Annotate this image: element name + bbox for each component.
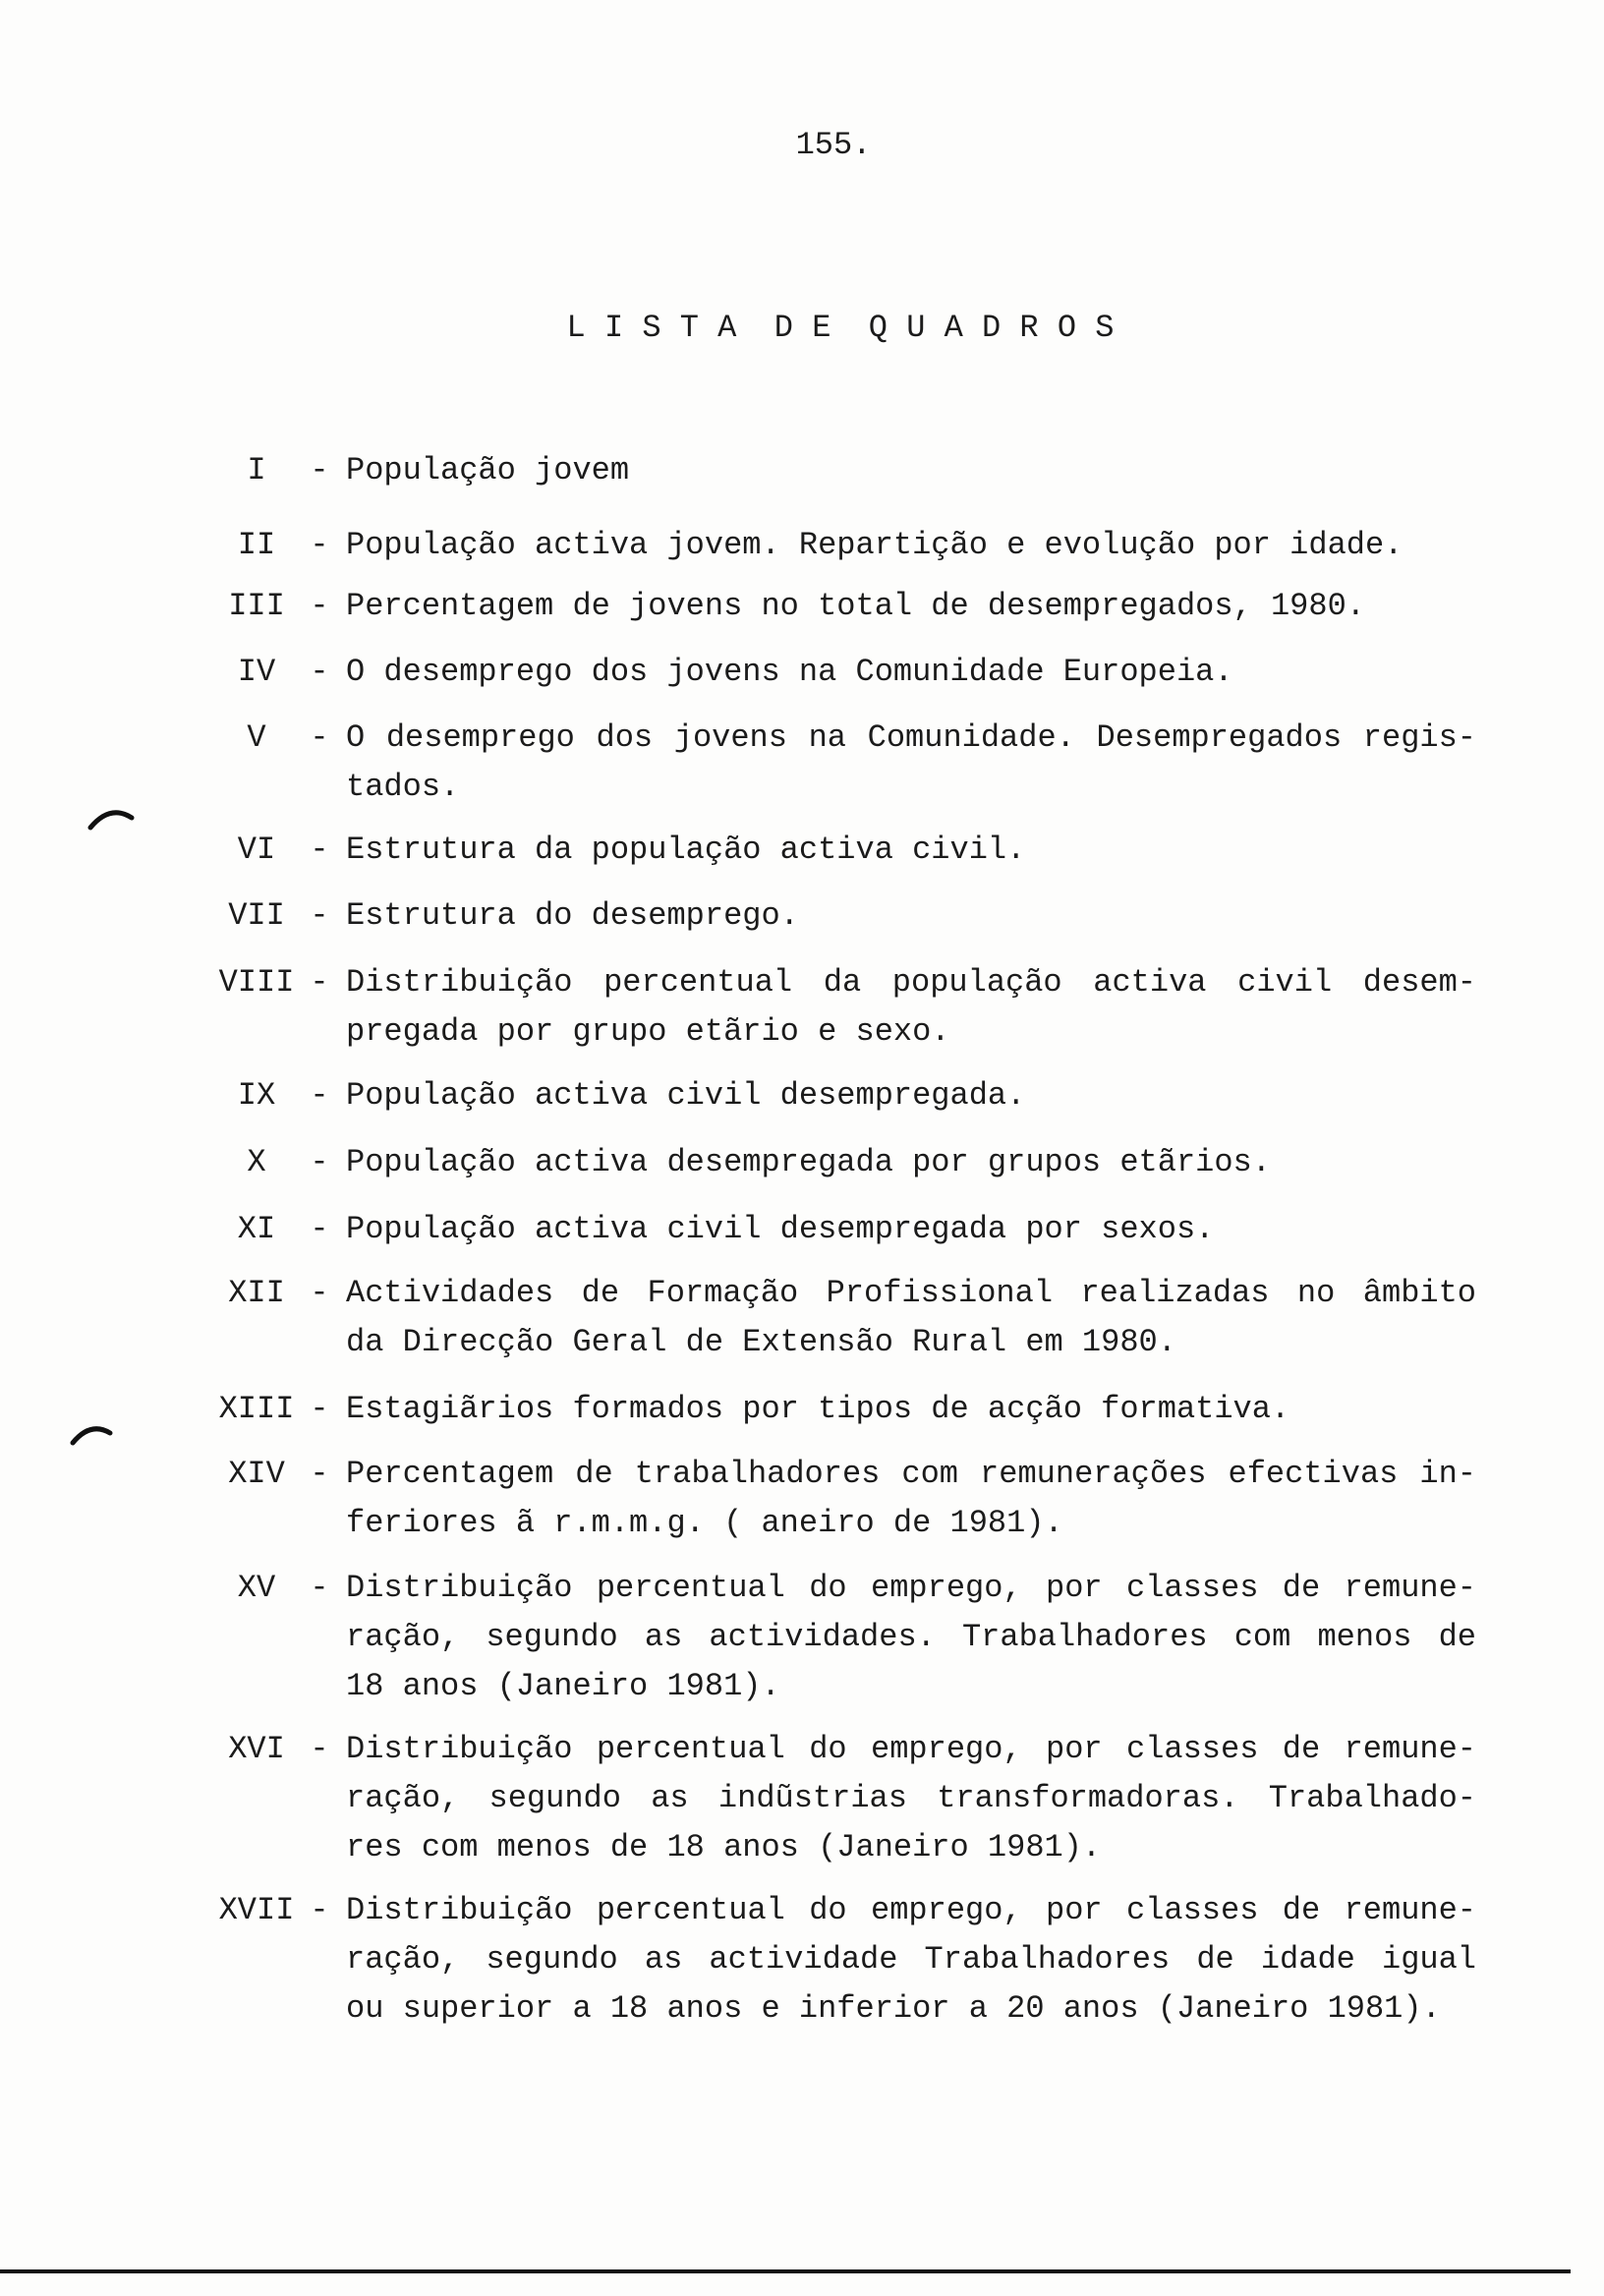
item-text [346,714,1476,812]
item-line: Percentagem de jovens no total de desempregados, 1980. [346,588,1365,624]
item-dash: - [310,1731,329,1767]
item-line: População activa jovem. Repartição e evolução por idade. [346,527,1404,563]
item-text [346,648,1476,697]
item-line: tados. [346,769,460,805]
item-line: Estagiãrios formados por tipos de acção formativa. [346,1391,1290,1427]
item-text [346,1725,1476,1872]
item-line: População jovem [346,452,630,488]
item-text [346,521,1476,570]
item-text [346,582,1476,631]
item-text [346,1886,1476,2034]
item-line: O desemprego dos jovens na Comunidade Europeia. [346,654,1233,690]
item-line: Distribuição percentual do emprego, por classes de remune- [346,1731,1476,1767]
item-line: Distribuição percentual da população activa civil desem- [346,964,1476,1001]
item-numeral: VII [228,897,285,934]
item-line: da Direcção Geral de Extensão Rural em 1980. [346,1324,1176,1360]
item-dash: - [310,1144,329,1180]
item-line: 18 anos (Janeiro 1981). [346,1668,780,1704]
item-dash: - [310,719,329,756]
item-line: feriores ã r.m.m.g. ( aneiro de 1981). [346,1505,1063,1541]
item-line: res com menos de 18 anos (Janeiro 1981). [346,1829,1102,1866]
page-number: 155. [795,127,872,163]
item-dash: - [310,1077,329,1114]
item-line: ração, segundo as actividades. Trabalhadores com menos de [346,1619,1476,1655]
item-line: ração, segundo as actividade Trabalhadores de idade igual [346,1941,1476,1978]
item-dash: - [310,588,329,624]
item-text [346,826,1476,875]
item-numeral: IV [237,654,276,690]
item-numeral: XVII [218,1892,295,1928]
item-line: ou superior a 18 anos e inferior a 20 anos (Janeiro 1981). [346,1990,1441,2027]
item-numeral: VI [237,832,276,868]
item-numeral: III [228,588,285,624]
item-line: Distribuição percentual do emprego, por classes de remune- [346,1570,1476,1606]
item-numeral: XV [237,1570,276,1606]
item-numeral: XII [228,1275,285,1311]
page-title: L I S T A D E Q U A D R O S [566,310,1115,346]
punch-hole-mark-upper [90,813,132,828]
item-text [346,1450,1476,1548]
item-numeral: XI [237,1211,276,1247]
item-text [346,1269,1476,1367]
item-numeral: I [247,452,266,488]
item-numeral: VIII [218,964,295,1001]
item-text [346,1205,1476,1254]
punch-hole-mark-lower [73,1429,110,1443]
item-line: Actividades de Formação Profissional realizadas no âmbito [346,1275,1476,1311]
item-line: O desemprego dos jovens na Comunidade. Desempregados regis- [346,719,1476,756]
item-dash: - [310,1570,329,1606]
item-text [346,446,1476,495]
item-numeral: XIII [218,1391,295,1427]
item-numeral: IX [237,1077,276,1114]
item-dash: - [310,1892,329,1928]
item-dash: - [310,964,329,1001]
item-dash: - [310,654,329,690]
item-line: Distribuição percentual do emprego, por classes de remune- [346,1892,1476,1928]
item-text [346,958,1476,1057]
item-numeral: II [237,527,276,563]
item-text [346,1071,1476,1120]
item-numeral: XIV [228,1456,285,1492]
item-line: ração, segundo as indũstrias transformadoras. Trabalhado- [346,1780,1476,1816]
item-dash: - [310,1456,329,1492]
item-line: Estrutura da população activa civil. [346,832,1026,868]
item-line: Percentagem de trabalhadores com remunerações efectivas in- [346,1456,1476,1492]
item-text [346,1385,1476,1434]
item-text [346,891,1476,941]
item-line: pregada por grupo etãrio e sexo. [346,1013,950,1050]
item-dash: - [310,452,329,488]
item-dash: - [310,1391,329,1427]
item-dash: - [310,1211,329,1247]
item-numeral: X [247,1144,266,1180]
item-dash: - [310,527,329,563]
item-line: População activa civil desempregada por sexos. [346,1211,1215,1247]
item-line: População activa civil desempregada. [346,1077,1026,1114]
item-numeral: XVI [228,1731,285,1767]
item-dash: - [310,832,329,868]
item-line: Estrutura do desemprego. [346,897,799,934]
item-numeral: V [247,719,266,756]
item-dash: - [310,1275,329,1311]
item-text [346,1138,1476,1187]
item-text [346,1564,1476,1711]
item-line: População activa desempregada por grupos etãrios. [346,1144,1271,1180]
item-dash: - [310,897,329,934]
